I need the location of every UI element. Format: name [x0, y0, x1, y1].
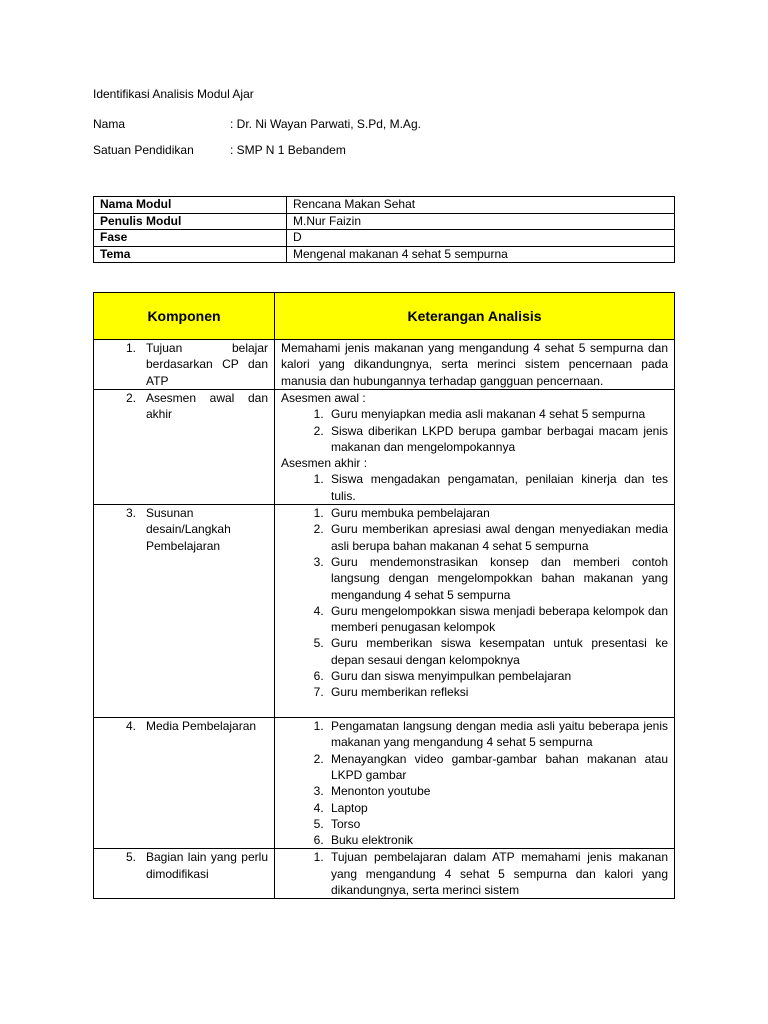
- keterangan-cell: Memahami jenis makanan yang mengandung 4 sehat 5 sempurna dan kalori yang dikandungnya, serta merinci sistem pencernaan pada manusia dan hubungannya terhadap gangguan pencernaan.: [275, 340, 675, 390]
- list-item: 2. Guru memberikan apresiasi awal dengan menyediakan media asli berupa bahan makanan 4 sehat 5 sempurna: [327, 521, 668, 554]
- list-item: 3. Menonton youtube: [327, 783, 668, 799]
- field-label-satuan-pendidikan: Satuan Pendidikan: [93, 143, 194, 157]
- komponen-label: Asesmen awal dan akhir: [146, 391, 268, 422]
- komponen-label: Bagian lain yang perlu dimodifikasi: [146, 850, 268, 881]
- list-item: 5. Torso: [327, 816, 668, 832]
- list-item: 2. Siswa diberikan LKPD berupa gambar berbagai macam jenis makanan dan mengelompokannya: [327, 423, 668, 456]
- list-item: 1. Tujuan pembelajaran dalam ATP memahami jenis makanan yang mengandung 4 sehat 5 sempurna dan kalori yang dikandungnya, serta merinci sistem: [327, 849, 668, 898]
- table-row: [94, 246, 675, 263]
- header-komponen: Komponen: [94, 293, 275, 340]
- module-info-table: [93, 196, 675, 263]
- table-row: [94, 718, 675, 849]
- analysis-table: [93, 292, 675, 899]
- list-item: 3. Guru mendemonstrasikan konsep dan memberi contoh langsung dengan mengelompokkan bahan makanan yang mengandung 4 sehat 5 sempurna: [327, 554, 668, 603]
- table-row: [94, 340, 675, 390]
- field-value-satuan-pendidikan: : SMP N 1 Bebandem: [230, 143, 346, 157]
- asesmen-akhir-label: Asesmen akhir :: [281, 456, 368, 471]
- keterangan-cell: [275, 505, 675, 718]
- info-key: Tema: [94, 246, 287, 263]
- info-key: Fase: [94, 230, 287, 247]
- keterangan-cell: [275, 849, 675, 899]
- keterangan-cell: [275, 718, 675, 849]
- info-key: Penulis Modul: [94, 213, 287, 230]
- komponen-cell: [94, 390, 275, 505]
- keterangan-cell: [275, 390, 675, 505]
- field-value-nama: : Dr. Ni Wayan Parwati, S.Pd, M.Ag.: [230, 117, 421, 131]
- table-row: [94, 213, 675, 230]
- list-item: 7. Guru memberikan refleksi: [327, 684, 668, 700]
- komponen-label: Media Pembelajaran: [146, 719, 257, 734]
- komponen-label: Tujuan belajar berdasarkan CP dan ATP: [146, 341, 268, 388]
- table-row: [94, 505, 675, 718]
- analysis-header-row: [94, 293, 675, 340]
- row-number: 3.: [125, 506, 136, 521]
- komponen-cell: [94, 718, 275, 849]
- list-item: 1. Siswa mengadakan pengamatan, penilaian kinerja dan tes tulis.: [327, 471, 668, 504]
- row-number: 1.: [125, 341, 136, 355]
- info-value: M.Nur Faizin: [287, 213, 675, 230]
- list-item: 2. Menayangkan video gambar-gambar bahan makanan atau LKPD gambar: [327, 751, 668, 784]
- list-item: 5. Guru memberikan siswa kesempatan untuk presentasi ke depan sesaui dengan kelompoknya: [327, 635, 668, 668]
- row-number: 4.: [125, 719, 136, 734]
- field-label-nama: Nama: [93, 117, 126, 131]
- table-row: [94, 390, 675, 505]
- list-item: 4. Guru mengelompokkan siswa menjadi beberapa kelompok dan memberi penugasan kelompok: [327, 603, 668, 636]
- list-item: 6. Guru dan siswa menyimpulkan pembelajaran: [327, 668, 668, 684]
- list-item: 6. Buku elektronik: [327, 832, 668, 848]
- list-item: 1. Guru membuka pembelajaran: [327, 505, 668, 521]
- header-keterangan-analisis: Keterangan Analisis: [275, 293, 675, 340]
- komponen-label: Susunan desain/Langkah Pembelajaran: [146, 506, 231, 553]
- table-row: [94, 849, 675, 899]
- table-row: [94, 197, 675, 214]
- asesmen-awal-label: Asesmen awal :: [281, 391, 366, 405]
- list-item: 1. Guru menyiapkan media asli makanan 4 sehat 5 sempurna: [327, 406, 668, 422]
- table-row: [94, 230, 675, 247]
- komponen-cell: [94, 340, 275, 390]
- komponen-cell: [94, 849, 275, 899]
- komponen-cell: [94, 505, 275, 718]
- info-value: D: [287, 230, 675, 247]
- info-key: Nama Modul: [94, 197, 287, 214]
- row-number: 5.: [125, 850, 136, 865]
- row-number: 2.: [125, 391, 136, 405]
- list-item: 4. Laptop: [327, 800, 668, 816]
- document-title: Identifikasi Analisis Modul Ajar: [93, 87, 254, 101]
- info-value: Mengenal makanan 4 sehat 5 sempurna: [287, 246, 675, 263]
- list-item: 1. Pengamatan langsung dengan media asli yaitu beberapa jenis makanan yang mengandung 4 sehat 5 sempurna: [327, 718, 668, 751]
- info-value: Rencana Makan Sehat: [287, 197, 675, 214]
